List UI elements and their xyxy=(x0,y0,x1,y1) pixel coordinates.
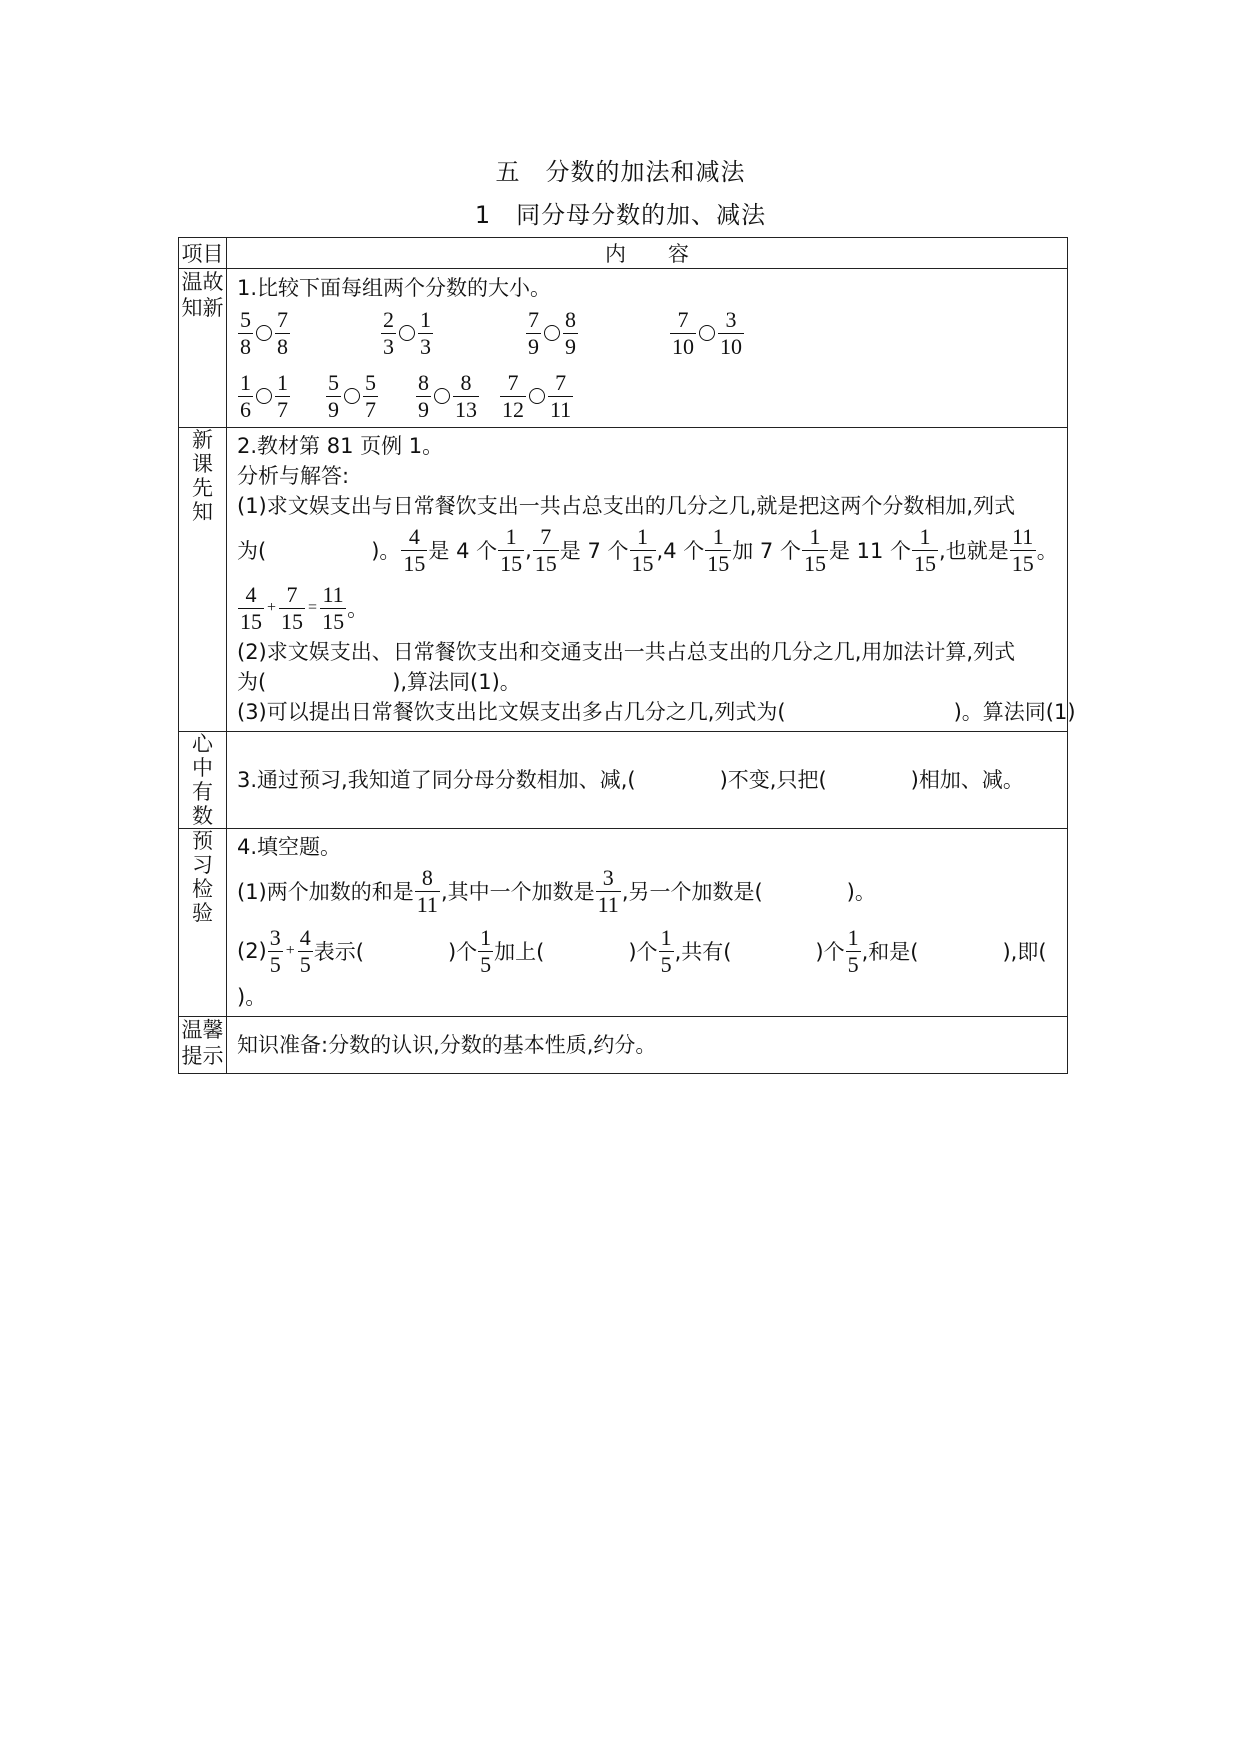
row-content-review xyxy=(227,269,1068,428)
fraction: $\frac{1}{15}$ xyxy=(803,523,826,576)
compare-circle-icon[interactable] xyxy=(399,325,415,341)
row-content-new-lesson xyxy=(227,428,1076,732)
fraction: $\frac{7}{12}$ xyxy=(502,369,524,422)
fraction: $\frac{4}{15}$ xyxy=(240,581,262,634)
text-seg: 为( )。 xyxy=(237,539,401,563)
text-seg: ,共有( )个 xyxy=(674,940,845,964)
compare-circle-icon[interactable] xyxy=(256,388,272,404)
label-text xyxy=(179,428,226,524)
row-label-tips xyxy=(179,1017,227,1074)
text-seg: 是 11 个 xyxy=(828,539,912,563)
check-instruction: 4.填空题。 xyxy=(237,835,342,859)
compare-row-1 xyxy=(237,305,1097,361)
fraction: $\frac{5}{9}$ xyxy=(328,369,339,422)
text-seg: ,其中一个加数是 xyxy=(440,880,595,904)
fraction: $\frac{11}{15}$ xyxy=(1011,523,1034,576)
check-question-1 xyxy=(237,862,1057,920)
row-content-tips xyxy=(227,1017,1068,1074)
plus-sign: + xyxy=(285,942,295,959)
fraction: $\frac{5}{7}$ xyxy=(365,369,376,422)
section-title: 1 同分母分数的加、减法 xyxy=(474,201,767,229)
label-text xyxy=(179,829,226,925)
text-seg: 是 4 个 xyxy=(428,539,498,563)
label-char: 验 xyxy=(192,901,213,925)
label-char: 知 xyxy=(192,500,213,524)
header-item: 项目 xyxy=(179,238,227,269)
fraction: $\frac{7}{9}$ xyxy=(528,306,539,359)
row-tips xyxy=(179,1017,1068,1074)
fraction: $\frac{7}{15}$ xyxy=(281,581,304,634)
compare-pair xyxy=(237,305,291,361)
fraction: $\frac{8}{9}$ xyxy=(418,369,429,422)
label-text: 温馨提示 xyxy=(181,1018,224,1068)
fraction: $\frac{7}{8}$ xyxy=(277,306,288,359)
text-seg: 。 xyxy=(1036,539,1058,563)
compare-pair xyxy=(525,305,579,361)
label-char: 新 xyxy=(192,428,213,452)
compare-pair xyxy=(380,305,434,361)
fraction: $\frac{5}{8}$ xyxy=(240,306,251,359)
row-new-lesson xyxy=(179,428,1068,732)
summary-text: 3.通过预习,我知道了同分母分数相加、减,( )不变,只把( )相加、减。 xyxy=(237,768,1024,792)
textbook-reference: 2.教材第 81 页例 1。 xyxy=(237,434,444,458)
question-2-line-2: 为( ),算法同(1)。 xyxy=(237,670,521,694)
table-header-row xyxy=(179,238,1068,269)
fraction: $\frac{1}{5}$ xyxy=(480,924,492,977)
fraction: $\frac{1}{15}$ xyxy=(631,523,654,576)
check-question-2-end: )。 xyxy=(237,985,267,1009)
fraction: $\frac{1}{3}$ xyxy=(420,306,431,359)
row-content-check xyxy=(227,829,1068,1017)
fraction: $\frac{3}{5}$ xyxy=(269,924,281,977)
analysis-heading: 分析与解答: xyxy=(237,464,350,488)
text-seg: 加 7 个 xyxy=(732,539,801,563)
label-char: 习 xyxy=(192,853,213,877)
text-seg: (2) xyxy=(237,939,267,963)
compare-circle-icon[interactable] xyxy=(544,325,560,341)
fraction: $\frac{4}{15}$ xyxy=(403,523,426,576)
label-char: 有 xyxy=(192,780,213,804)
compare-pair xyxy=(325,368,379,424)
label-text: 温故知新 xyxy=(181,270,224,320)
fraction: $\frac{1}{7}$ xyxy=(277,369,288,422)
fraction: $\frac{3}{11}$ xyxy=(597,864,619,917)
fraction: $\frac{1}{6}$ xyxy=(240,369,251,422)
question-3: (3)可以提出日常餐饮支出比文娱支出多占几分之几,列式为( )。算法同(1) xyxy=(237,700,1076,724)
label-char: 数 xyxy=(192,804,213,828)
fraction: $\frac{1}{5}$ xyxy=(660,924,672,977)
label-char: 中 xyxy=(192,756,213,780)
label-text xyxy=(179,732,226,828)
compare-circle-icon[interactable] xyxy=(434,388,450,404)
compare-circle-icon[interactable] xyxy=(344,388,360,404)
text-seg: ,4 个 xyxy=(656,539,705,563)
question-1-line-2 xyxy=(237,521,1057,579)
row-review xyxy=(179,269,1068,428)
text-seg: , xyxy=(525,538,532,562)
row-label-review xyxy=(179,269,227,428)
text-seg: (1)两个加数的和是 xyxy=(237,880,414,904)
label-char: 心 xyxy=(192,732,213,756)
compare-pair xyxy=(669,305,745,361)
compare-pair xyxy=(237,368,291,424)
compare-row-2 xyxy=(237,368,1097,424)
fraction: $\frac{8}{13}$ xyxy=(455,369,477,422)
check-question-2 xyxy=(237,920,1057,982)
text-seg: 表示( )个 xyxy=(313,940,478,964)
fraction: $\frac{11}{15}$ xyxy=(322,581,345,634)
row-content-summary xyxy=(227,732,1068,829)
header-content: 内 容 xyxy=(227,238,1068,269)
review-instruction: 1.比较下面每组两个分数的大小。 xyxy=(237,276,552,300)
fraction: $\frac{1}{15}$ xyxy=(914,523,937,576)
fraction: $\frac{1}{5}$ xyxy=(847,924,859,977)
question-1-line-1: (1)求文娱支出与日常餐饮支出一共占总支出的几分之几,就是把这两个分数相加,列式 xyxy=(237,494,1016,518)
fraction: $\frac{1}{15}$ xyxy=(500,523,523,576)
fraction: $\frac{8}{9}$ xyxy=(565,306,576,359)
text-seg: ,也就是 xyxy=(939,539,1009,563)
text-seg: ,另一个加数是( )。 xyxy=(621,880,876,904)
compare-circle-icon[interactable] xyxy=(529,388,545,404)
text-seg: 。 xyxy=(347,597,369,621)
plus-sign: + xyxy=(267,599,277,616)
compare-pair xyxy=(499,368,574,424)
fraction: $\frac{2}{3}$ xyxy=(383,306,394,359)
compare-circle-icon[interactable] xyxy=(256,325,272,341)
compare-circle-icon[interactable] xyxy=(699,325,715,341)
text-seg: ,和是( ),即( xyxy=(861,940,1047,964)
text-seg: 是 7 个 xyxy=(559,539,629,563)
preview-table xyxy=(178,237,1076,1074)
fraction: $\frac{4}{5}$ xyxy=(299,924,311,977)
question-2-line-1: (2)求文娱支出、日常餐饮支出和交通支出一共占总支出的几分之几,用加法计算,列式 xyxy=(237,640,1016,664)
fraction: $\frac{7}{11}$ xyxy=(550,369,572,422)
label-char: 预 xyxy=(192,829,213,853)
fraction: $\frac{7}{15}$ xyxy=(534,523,557,576)
text-seg: 加上( )个 xyxy=(494,940,658,964)
row-summary xyxy=(179,732,1068,829)
row-label-check xyxy=(179,829,227,1017)
row-check xyxy=(179,829,1068,1017)
fraction: $\frac{8}{11}$ xyxy=(416,864,438,917)
compare-pair xyxy=(415,368,480,424)
row-label-new-lesson xyxy=(179,428,227,732)
fraction: $\frac{7}{10}$ xyxy=(672,306,694,359)
label-char: 课 xyxy=(192,452,213,476)
label-char: 检 xyxy=(192,877,213,901)
label-char: 先 xyxy=(192,476,213,500)
chapter-title: 五 分数的加法和减法 xyxy=(495,158,746,186)
fraction: $\frac{3}{10}$ xyxy=(720,306,742,359)
question-1-equation xyxy=(237,579,1057,637)
tips-text: 知识准备:分数的认识,分数的基本性质,约分。 xyxy=(237,1033,657,1057)
row-label-summary xyxy=(179,732,227,829)
equals-sign: = xyxy=(308,599,318,616)
fraction: $\frac{1}{15}$ xyxy=(707,523,730,576)
